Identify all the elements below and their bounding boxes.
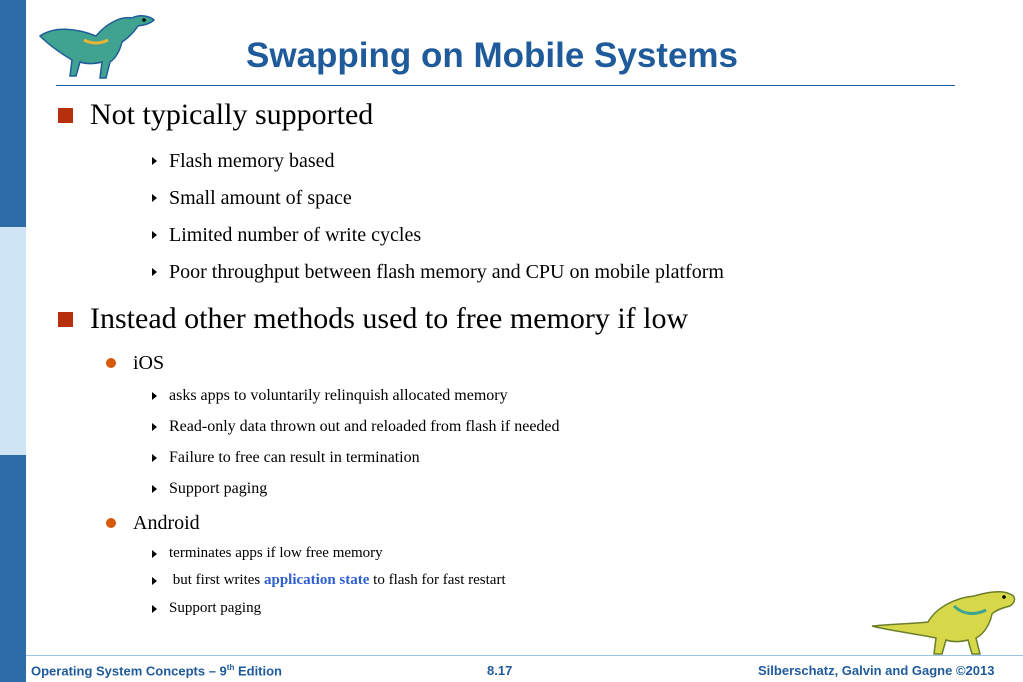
arrow-bullet-icon — [152, 550, 157, 558]
highlighted-term: application state — [264, 572, 370, 588]
slide-title: Swapping on Mobile Systems — [246, 36, 739, 75]
bullet-text: Poor throughput between flash memory and CPU on mobile platform — [169, 261, 724, 283]
square-bullet-icon — [58, 312, 73, 327]
sidebar-band-dark — [0, 455, 26, 682]
bullet-text: Support paging — [169, 600, 262, 616]
dot-bullet-icon — [106, 358, 116, 368]
footer-edition-sup: th — [226, 663, 235, 672]
bullet-text: Flash memory based — [169, 150, 335, 172]
arrow-bullet-icon — [152, 605, 157, 613]
arrow-bullet-icon — [152, 194, 157, 202]
footer-authors: Silberschatz, Galvin and Gagne ©2013 — [758, 663, 995, 678]
bullet-text: Not typically supported — [90, 98, 374, 131]
sidebar-band-light — [0, 227, 26, 455]
title-underline — [56, 85, 955, 86]
sidebar-band-dark — [0, 0, 26, 227]
page-number: 8.17 — [487, 663, 513, 678]
arrow-bullet-icon — [152, 577, 157, 585]
bullet-text: Failure to free can result in termination — [169, 449, 420, 466]
footer-book-title — [31, 663, 282, 678]
arrow-bullet-icon — [152, 392, 157, 400]
bullet-text-after: to flash for fast restart — [369, 572, 506, 588]
bullet-text-before: but first writes — [169, 572, 264, 588]
arrow-bullet-icon — [152, 157, 157, 165]
bullet-text: Android — [133, 512, 200, 534]
arrow-bullet-icon — [152, 454, 157, 462]
bullet-text: iOS — [133, 352, 165, 374]
arrow-bullet-icon — [152, 423, 157, 431]
arrow-bullet-icon — [152, 268, 157, 276]
footer-book-text: Operating System Concepts – 9 — [31, 663, 227, 679]
footer-edition-suffix: Edition — [234, 663, 283, 679]
bullet-text — [169, 572, 506, 589]
bullet-text: Read-only data thrown out and reloaded from flash if needed — [169, 418, 560, 435]
left-sidebar — [0, 0, 26, 682]
footer-rule — [26, 655, 1023, 656]
dinosaur-mascot-icon — [870, 584, 1020, 656]
bullet-text: Instead other methods used to free memory if low — [90, 302, 689, 335]
bullet-text: Support paging — [169, 480, 268, 497]
dot-bullet-icon — [106, 518, 116, 528]
dinosaur-logo-icon — [36, 6, 158, 84]
bullet-text: Limited number of write cycles — [169, 224, 422, 246]
bullet-text: Small amount of space — [169, 187, 352, 209]
bullet-text: terminates apps if low free memory — [169, 545, 383, 561]
arrow-bullet-icon — [152, 231, 157, 239]
arrow-bullet-icon — [152, 485, 157, 493]
bullet-text: asks apps to voluntarily relinquish allocated memory — [169, 387, 508, 404]
square-bullet-icon — [58, 108, 73, 123]
